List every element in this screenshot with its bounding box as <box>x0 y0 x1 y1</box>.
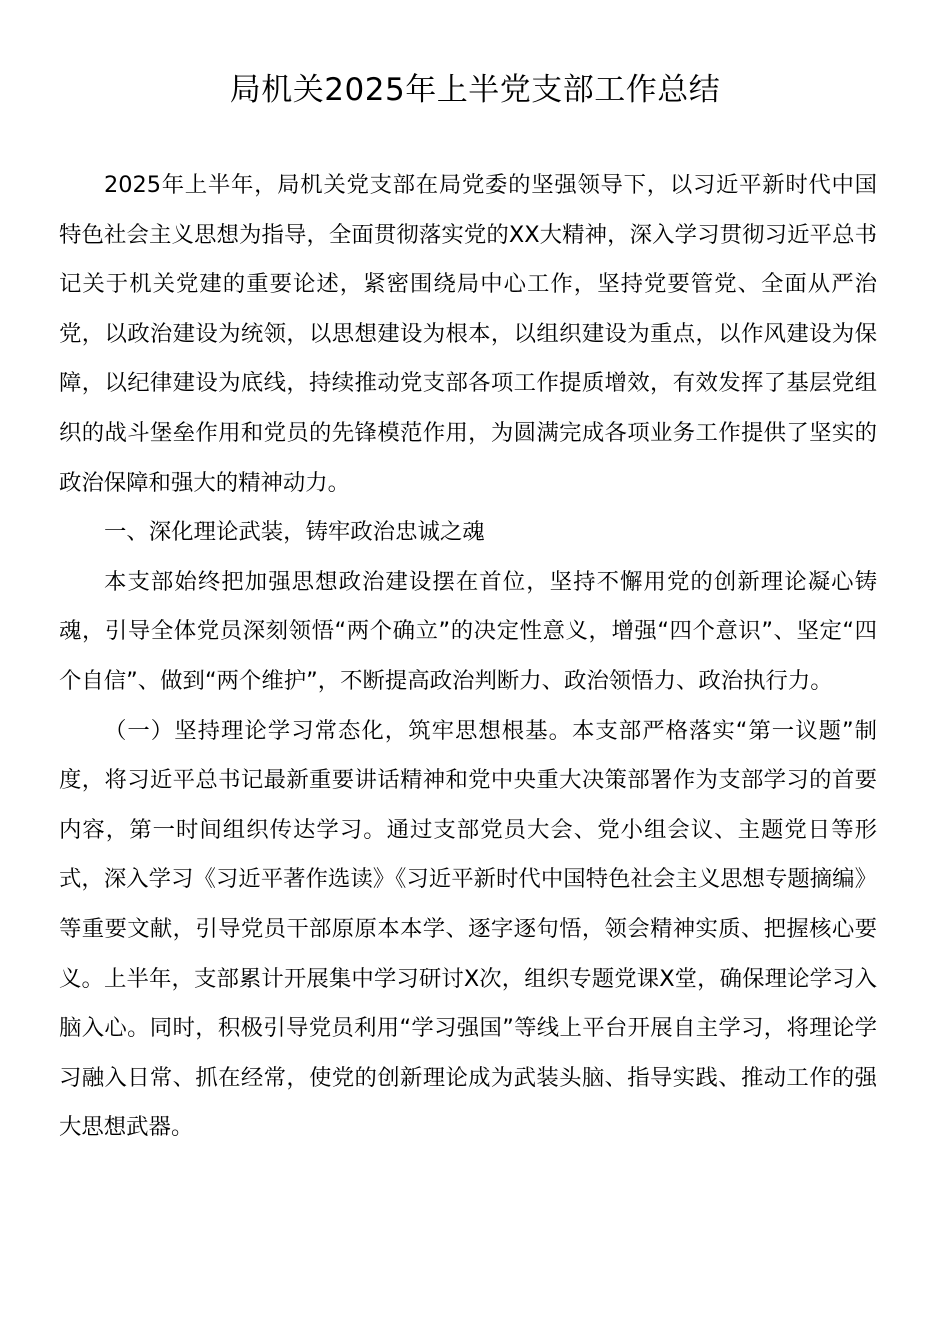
section-heading-1: 一、深化理论武装，铸牢政治忠诚之魂 <box>104 519 485 546</box>
document-body <box>59 161 877 1153</box>
document-title: 局机关2025年上半党支部工作总结 <box>229 72 721 108</box>
subsection-1-paragraph: （一）坚持理论学习常态化，筑牢思想根基。本支部严格落实“第一议题”制度，将习近平总书记最新重要讲话精神和党中央重大决策部署作为支部学习的首要内容，第一时间组织传达学习。通过支部党员大会、党小组会议、主题党日等形式，深入学习《习近平著作选读》《习近平新时代中国特色社会主义思想专题摘编》等重要文献，引导党员干部原原本本学、逐字逐句悟，领会精神实质、把握核心要义。上半年，支部累计开展集中学习研讨X次，组织专题党课X堂，确保理论学习入脑入心。同时，积极引导党员利用“学习强国”等线上平台开展自主学习，将理论学习融入日常、抓在经常，使党的创新理论成为武装头脑、指导实践、推动工作的强大思想武器。 <box>59 717 877 1141</box>
section-1-paragraph: 本支部始终把加强思想政治建设摆在首位，坚持不懈用党的创新理论凝心铸魂，引导全体党员深刻领悟“两个确立”的决定性意义，增强“四个意识”、坚定“四个自信”、做到“两个维护”，不断提高政治判断力、政治领悟力、政治执行力。 <box>59 568 877 694</box>
intro-paragraph: 2025年上半年，局机关党支部在局党委的坚强领导下，以习近平新时代中国特色社会主义思想为指导，全面贯彻落实党的XX大精神，深入学习贯彻习近平总书记关于机关党建的重要论述，紧密围绕局中心工作，坚持党要管党、全面从严治党，以政治建设为统领，以思想建设为根本，以组织建设为重点，以作风建设为保障，以纪律建设为底线，持续推动党支部各项工作提质增效，有效发挥了基层党组织的战斗堡垒作用和党员的先锋模范作用，为圆满完成各项业务工作提供了坚实的政治保障和强大的精神动力。 <box>59 172 877 496</box>
